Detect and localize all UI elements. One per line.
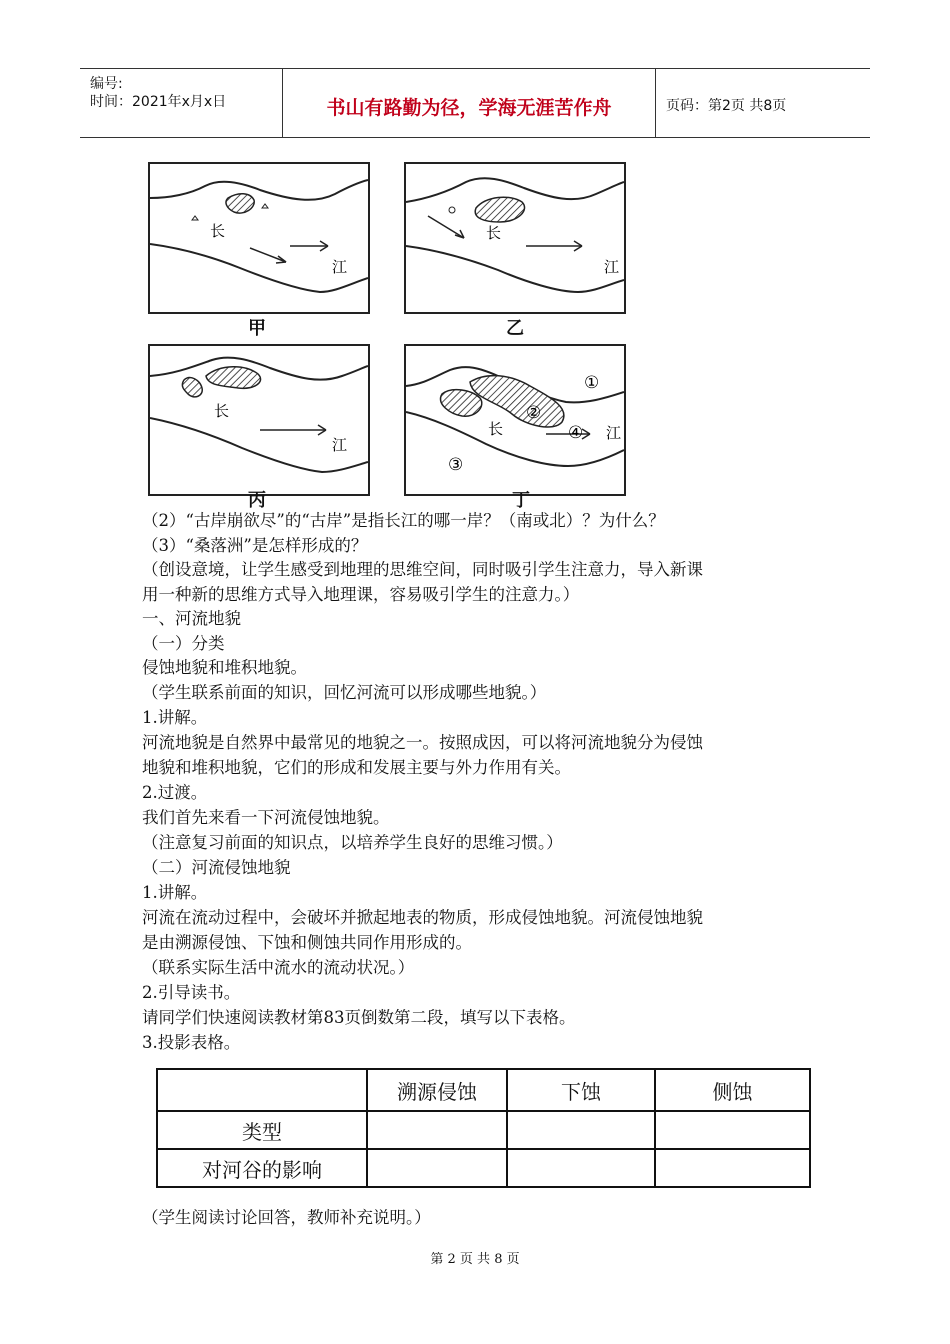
table-cell — [367, 1111, 507, 1149]
map-ding-char2: 江 — [606, 424, 622, 442]
body-line: 1.讲解。 — [142, 708, 208, 727]
table-cell — [367, 1149, 507, 1187]
table-header-cell: 溯源侵蚀 — [367, 1069, 507, 1111]
header-page-cell — [656, 69, 870, 137]
map-ding-n1: ① — [584, 373, 600, 393]
map-jia-drawing — [150, 164, 368, 312]
map-bing-drawing — [150, 346, 368, 494]
map-ding-char1: 长 — [488, 420, 504, 438]
header-motto-cell — [282, 69, 656, 137]
body-line: 是由溯源侵蚀、下蚀和侧蚀共同作用形成的。 — [142, 933, 472, 952]
body-line: 1.讲解。 — [142, 883, 208, 902]
body-line: 3.投影表格。 — [142, 1033, 241, 1052]
body-line: （3）“桑落洲”是怎样形成的？ — [142, 536, 368, 555]
table-row-label: 类型 — [157, 1111, 367, 1149]
body-line: （学生联系前面的知识，回忆河流可以形成哪些地貌。） — [142, 683, 547, 702]
subsection-heading: （一）分类 — [142, 634, 225, 653]
body-line: （2）“古岸崩欲尽”的“古岸”是指长江的哪一岸？（南或北）？为什么？ — [142, 511, 665, 530]
body-line: 用一种新的思维方式导入地理课，容易吸引学生的注意力。） — [142, 585, 580, 604]
map-ding-drawing — [406, 346, 624, 494]
body-line: 请同学们快速阅读教材第83页倒数第二段，填写以下表格。 — [142, 1008, 576, 1027]
map-yi-drawing — [406, 164, 624, 312]
body-line: （学生阅读讨论回答，教师补充说明。） — [142, 1208, 431, 1227]
section-heading: 一、河流地貌 — [142, 609, 241, 628]
page-footer: 第 2 页 共 8 页 — [430, 1252, 520, 1267]
river-map-ding — [404, 344, 626, 496]
body-line: 河流在流动过程中，会破坏并掀起地表的物质，形成侵蚀地貌。河流侵蚀地貌 — [142, 908, 703, 927]
body-line: （联系实际生活中流水的流动状况。） — [142, 958, 415, 977]
map-ding-n2: ② — [526, 403, 542, 423]
map-ding-n4: ④ — [568, 423, 584, 443]
map-jia-char1: 长 — [210, 222, 226, 240]
table-cell — [507, 1111, 655, 1149]
body-line: 2.过渡。 — [142, 783, 208, 802]
table-header-cell: 下蚀 — [507, 1069, 655, 1111]
map-bing-char1: 长 — [214, 402, 230, 420]
table-header-row — [157, 1069, 810, 1111]
number-label: 编号: — [90, 76, 123, 92]
map-label-jia: 甲 — [248, 318, 266, 339]
map-label-bing: 丙 — [248, 490, 266, 511]
table-row — [157, 1111, 810, 1149]
body-line: 我们首先来看一下河流侵蚀地貌。 — [142, 808, 390, 827]
river-map-bing — [148, 344, 370, 496]
motto: 书山有路勤为径，学海无涯苦作舟 — [326, 97, 612, 119]
river-map-yi — [404, 162, 626, 314]
table-cell — [655, 1111, 810, 1149]
map-label-yi: 乙 — [506, 318, 524, 339]
date-label: 时间：2021年x月x日 — [90, 94, 227, 110]
map-jia-char2: 江 — [332, 258, 348, 276]
erosion-table — [156, 1068, 811, 1188]
subsection-heading: （二）河流侵蚀地貌 — [142, 858, 291, 877]
map-yi-char1: 长 — [486, 224, 502, 242]
table-cell — [655, 1149, 810, 1187]
map-bing-char2: 江 — [332, 436, 348, 454]
body-line: （创设意境，让学生感受到地理的思维空间，同时吸引学生注意力，导入新课 — [142, 560, 703, 579]
body-line: （注意复习前面的知识点，以培养学生良好的思维习惯。） — [142, 833, 563, 852]
table-header-cell — [157, 1069, 367, 1111]
page-label: 页码：第2页 共8页 — [666, 98, 787, 114]
body-line: 地貌和堆积地貌，它们的形成和发展主要与外力作用有关。 — [142, 758, 571, 777]
map-yi-char2: 江 — [604, 258, 620, 276]
table-cell — [507, 1149, 655, 1187]
body-line: 侵蚀地貌和堆积地貌。 — [142, 658, 307, 677]
header-meta — [80, 69, 280, 137]
body-line: 2.引导读书。 — [142, 983, 241, 1002]
table-header-cell: 侧蚀 — [655, 1069, 810, 1111]
river-map-jia — [148, 162, 370, 314]
map-ding-n3: ③ — [448, 455, 464, 475]
table-row-label: 对河谷的影响 — [157, 1149, 367, 1187]
map-label-ding: 丁 — [512, 490, 530, 511]
body-line: 河流地貌是自然界中最常见的地貌之一。按照成因，可以将河流地貌分为侵蚀 — [142, 733, 703, 752]
page-header — [80, 68, 870, 138]
table-row — [157, 1149, 810, 1187]
